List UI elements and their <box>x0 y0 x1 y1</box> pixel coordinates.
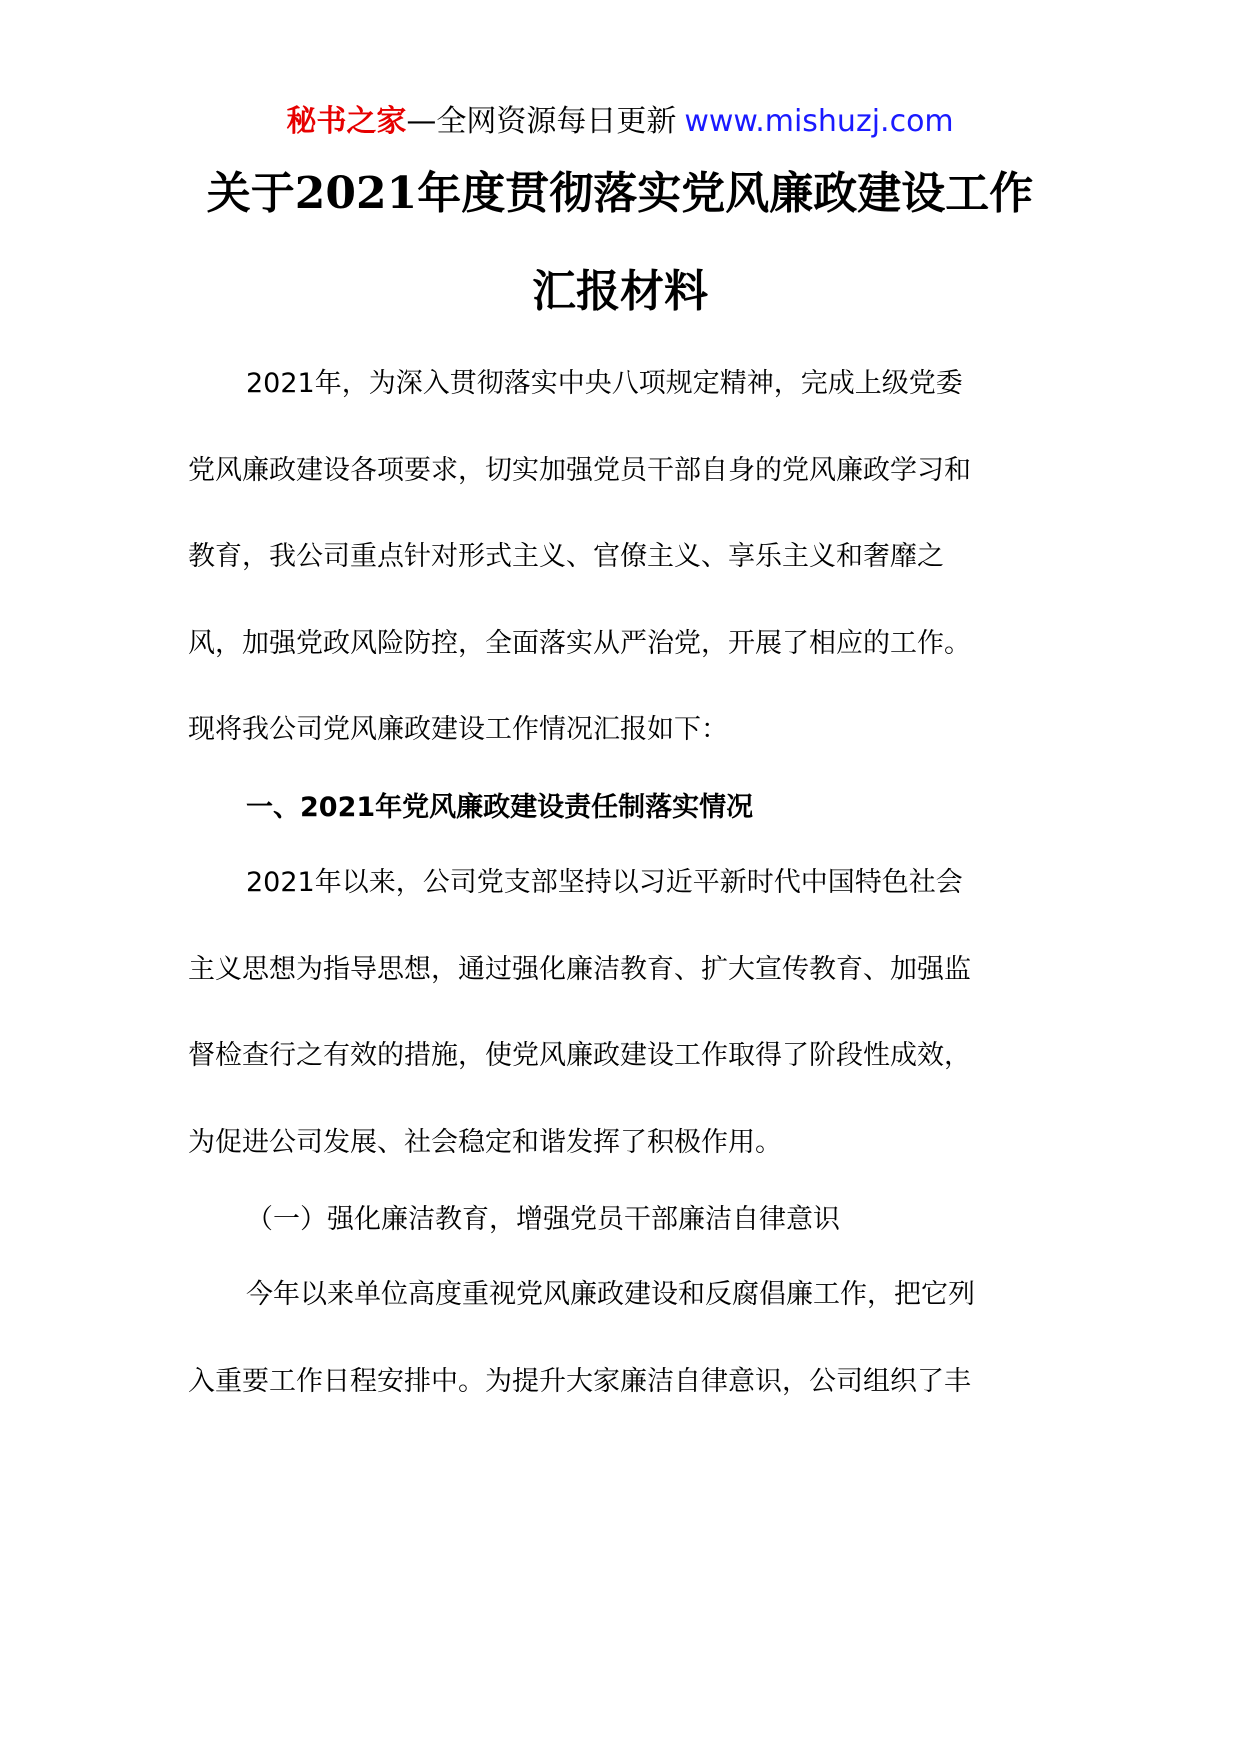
paragraph-line: 入重要工作日程安排中。为提升大家廉洁自律意识，公司组织了丰 <box>188 1366 971 1397</box>
paragraph-line: 2021年，为深入贯彻落实中央八项规定精神，完成上级党委 <box>246 368 963 399</box>
document-title-line-2: 汇报材料 <box>532 266 708 317</box>
subsection-heading: （一）强化廉洁教育，增强党员干部廉洁自律意识 <box>246 1204 840 1235</box>
paragraph-line: 为促进公司发展、社会稳定和谐发挥了积极作用。 <box>188 1127 782 1158</box>
paragraph-line: 教育，我公司重点针对形式主义、官僚主义、享乐主义和奢靡之 <box>188 541 944 572</box>
section-heading: 一、2021年党风廉政建设责任制落实情况 <box>246 792 754 823</box>
paragraph-line: 主义思想为指导思想，通过强化廉洁教育、扩大宣传教育、加强监 <box>188 954 971 985</box>
paragraph-line: 现将我公司党风廉政建设工作情况汇报如下： <box>188 714 728 745</box>
paragraph-line: 风，加强党政风险防控，全面落实从严治党，开展了相应的工作。 <box>188 628 971 659</box>
paragraph-line: 2021年以来，公司党支部坚持以习近平新时代中国特色社会 <box>246 867 963 898</box>
paragraph-line: 督检查行之有效的措施，使党风廉政建设工作取得了阶段性成效， <box>188 1040 971 1071</box>
site-header <box>0 102 1240 142</box>
document-title-line-1: 关于2021年度贯彻落实党风廉政建设工作 <box>206 168 1034 219</box>
paragraph-line: 今年以来单位高度重视党风廉政建设和反腐倡廉工作，把它列 <box>246 1279 975 1310</box>
paragraph-line: 党风廉政建设各项要求，切实加强党员干部自身的党风廉政学习和 <box>188 455 971 486</box>
site-url-link[interactable]: www.mishuzj.com <box>684 104 954 139</box>
site-slogan: —全网资源每日更新 <box>406 104 677 139</box>
brand-name: 秘书之家 <box>286 104 407 139</box>
